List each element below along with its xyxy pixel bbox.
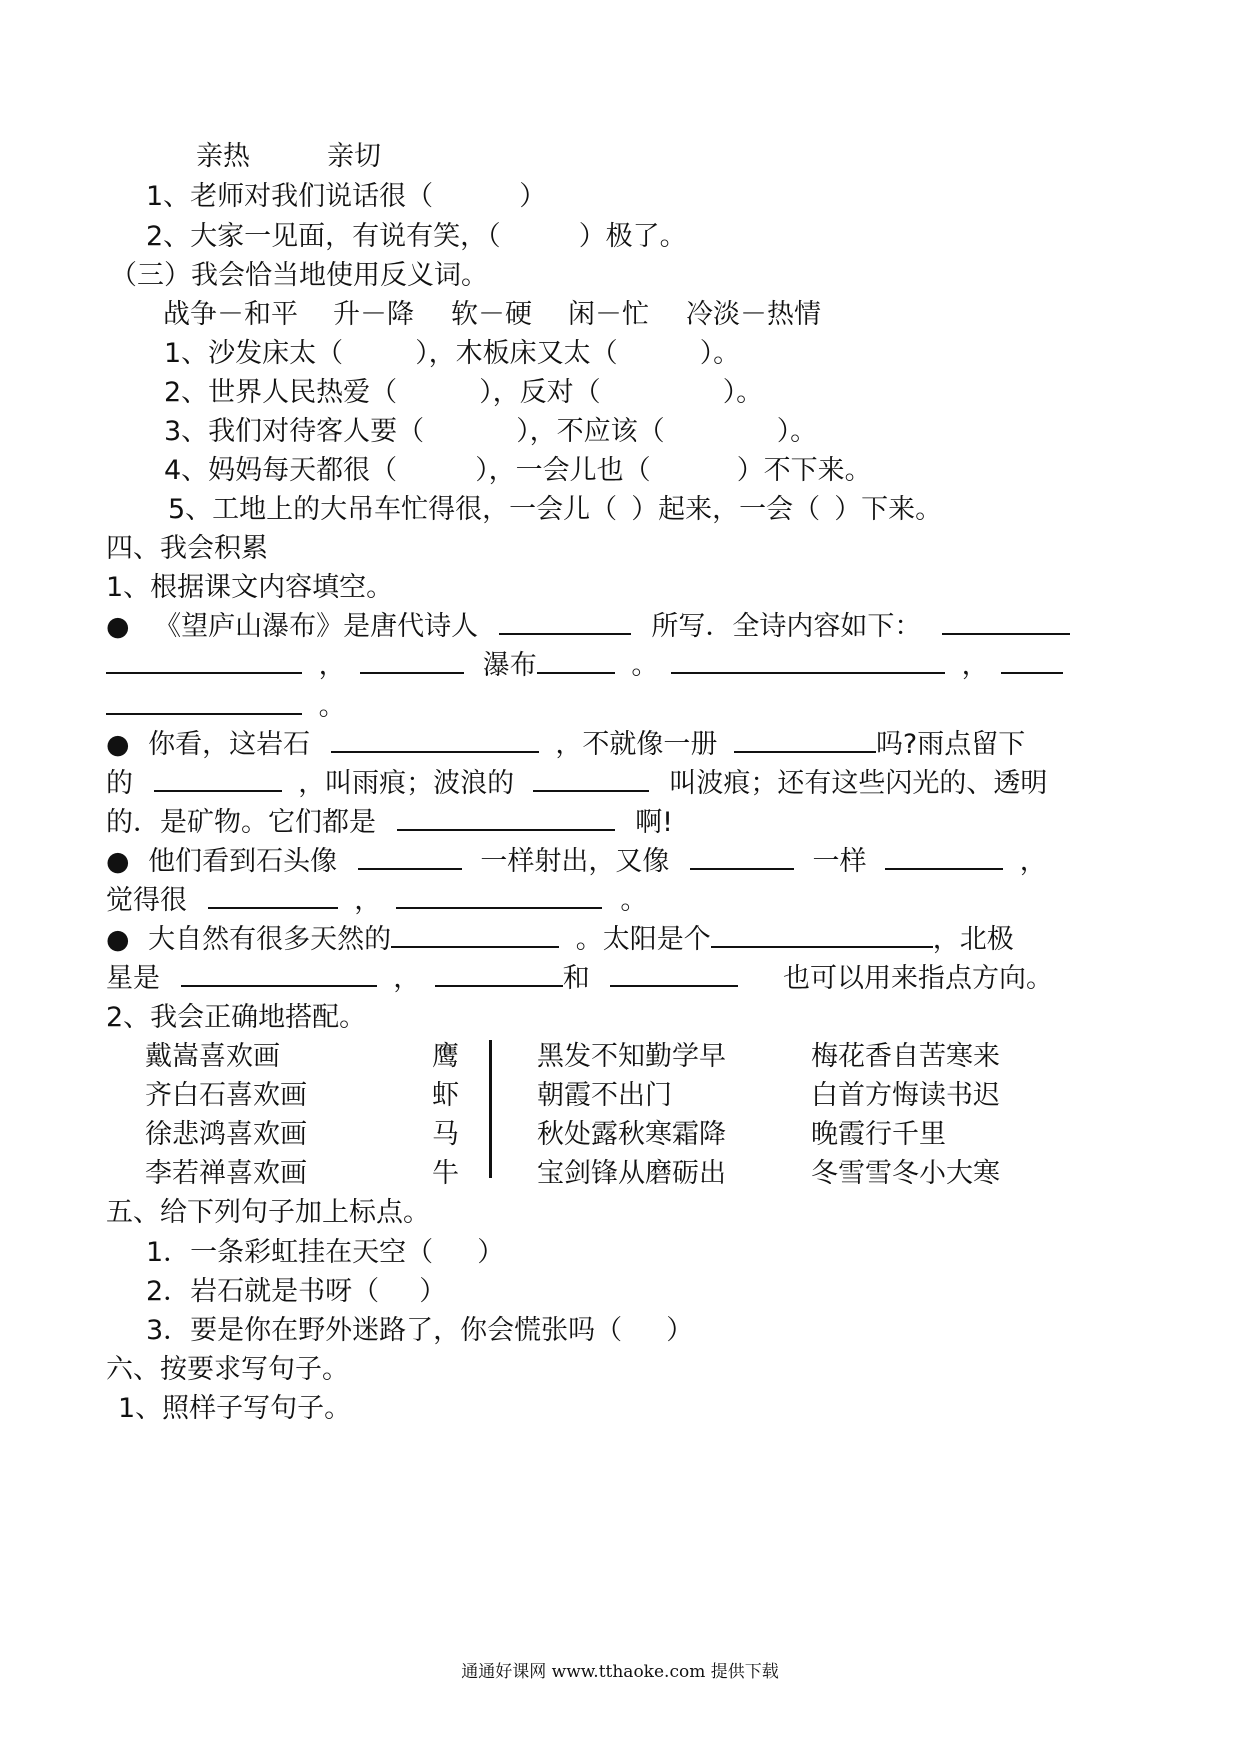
question-text: ），木板床又太（ — [415, 338, 618, 369]
match-right-item: 鹰 — [432, 1041, 459, 1072]
answer-blank[interactable] — [610, 963, 738, 987]
answer-blank[interactable] — [391, 924, 559, 948]
section-3-title: （三）我会恰当地使用反义词。 — [110, 260, 488, 291]
answer-blank[interactable] — [537, 650, 615, 674]
fill-text: ，叫雨痕；波浪的 — [298, 768, 515, 799]
question-5-2 — [146, 1274, 446, 1310]
match-right-item: 马 — [432, 1119, 459, 1150]
answer-blank[interactable] — [1001, 650, 1063, 674]
answer-blank[interactable] — [690, 846, 794, 870]
fill-line — [106, 766, 1047, 802]
answer-blank[interactable] — [885, 846, 1003, 870]
answer-blank[interactable] — [942, 611, 1070, 635]
fill-text: 星是 — [106, 963, 160, 994]
question-text: ） — [519, 181, 547, 212]
bullet: ● — [106, 924, 130, 955]
question-5-3 — [146, 1313, 693, 1349]
word-option-1: 亲热 — [196, 141, 250, 172]
fill-text: 吗?雨点留下 — [875, 729, 1026, 760]
question-text: ）。 — [776, 416, 818, 447]
match-left-item: 秋处露秋寒霜降 — [537, 1119, 726, 1150]
fill-text: 啊! — [635, 807, 674, 838]
fill-line — [106, 922, 1014, 958]
fill-text: 和 — [562, 963, 590, 994]
match-right-item: 冬雪雪冬小大寒 — [811, 1158, 1000, 1189]
question-2-1 — [146, 179, 546, 215]
answer-blank[interactable] — [360, 650, 464, 674]
question-text: ）。 — [699, 338, 741, 369]
match-left-item: 朝霞不出门 — [537, 1080, 672, 1111]
antonym-pair-4: 闲－忙 — [568, 299, 649, 330]
question-text: ），一会儿也（ — [475, 455, 651, 486]
answer-blank[interactable] — [208, 885, 338, 909]
word-option-2: 亲切 — [327, 141, 381, 172]
question-text: ），反对（ — [479, 377, 601, 408]
question-text: ）起来，一会（ — [631, 494, 821, 525]
page-footer: 通通好课网 www.tthaoke.com 提供下载 — [461, 1662, 779, 1682]
question-text: 2．岩石就是书呀（ — [146, 1276, 380, 1307]
question-text: ）极了。 — [578, 221, 687, 252]
fill-text: 《望庐山瀑布》是唐代诗人 — [154, 611, 479, 642]
fill-text: 叫波痕；还有这些闪光的、透明 — [669, 768, 1048, 799]
question-text: ），不应该（ — [516, 416, 665, 447]
fill-line — [106, 689, 346, 725]
question-text: 3．要是你在野外迷路了，你会慌张吗（ — [146, 1315, 623, 1346]
fill-text: 也可以用来指点方向。 — [782, 963, 1053, 994]
question-3-1 — [164, 336, 740, 372]
fill-text: ， — [961, 650, 989, 681]
fill-text: 所写．全诗内容如下： — [651, 611, 922, 642]
question-text: ）不下来。 — [736, 455, 872, 486]
match-right-item: 牛 — [432, 1158, 459, 1189]
fill-line — [106, 805, 673, 841]
fill-text: 大自然有很多天然的 — [148, 924, 392, 955]
answer-blank[interactable] — [397, 807, 615, 831]
question-3-2 — [164, 375, 763, 411]
match-left-item: 戴嵩喜欢画 — [145, 1041, 280, 1072]
question-text: 3、我们对待客人要（ — [164, 416, 425, 447]
answer-blank[interactable] — [711, 924, 933, 948]
question-text: ） — [666, 1315, 694, 1346]
answer-blank[interactable] — [734, 729, 876, 753]
subsection-6-1: 1、照样子写句子。 — [118, 1393, 352, 1424]
question-text: 4、妈妈每天都很（ — [164, 455, 398, 486]
section-5-title: 五、给下列句子加上标点。 — [106, 1197, 430, 1228]
question-text: 5、工地上的大吊车忙得很，一会儿（ — [168, 494, 618, 525]
fill-line — [106, 844, 1047, 880]
fill-text: 。 — [318, 691, 346, 722]
fill-line — [106, 609, 1070, 645]
fill-text: 你看，这岩石 — [148, 729, 311, 760]
answer-blank[interactable] — [358, 846, 462, 870]
match-right-item: 梅花香自苦寒来 — [811, 1041, 1000, 1072]
fill-text: ， — [1019, 846, 1047, 877]
question-text: ）。 — [722, 377, 764, 408]
fill-text: 的 — [106, 768, 133, 799]
bullet: ● — [106, 611, 130, 642]
section-6-title: 六、按要求写句子。 — [106, 1354, 349, 1385]
fill-text: 觉得很 — [106, 885, 187, 916]
question-text: 2、大家一见面，有说有笑，（ — [146, 221, 501, 252]
antonym-pair-1: 战争－和平 — [163, 299, 298, 330]
fill-line — [106, 727, 1025, 763]
fill-line — [106, 883, 647, 919]
answer-blank[interactable] — [396, 885, 602, 909]
bullet: ● — [106, 846, 130, 877]
fill-line — [106, 961, 1053, 997]
match-right-item: 晚霞行千里 — [811, 1119, 946, 1150]
question-text: 1、老师对我们说话很（ — [146, 181, 434, 212]
fill-line — [106, 648, 1063, 684]
question-5-1 — [146, 1235, 504, 1271]
question-text: 2、世界人民热爱（ — [164, 377, 398, 408]
column-divider — [489, 1040, 492, 1178]
fill-text: ， — [318, 650, 346, 681]
antonym-pair-2: 升－降 — [333, 299, 414, 330]
answer-blank[interactable] — [106, 650, 302, 674]
question-3-5 — [168, 492, 942, 528]
match-left-item: 黑发不知勤学早 — [537, 1041, 726, 1072]
fill-text: ， — [393, 963, 421, 994]
fill-text: 瀑布 — [482, 650, 537, 681]
fill-text: 一样 — [812, 846, 867, 877]
match-right-item: 白首方悔读书迟 — [811, 1080, 1000, 1111]
question-text: 1、沙发床太（ — [164, 338, 344, 369]
fill-text: ，不就像一册 — [555, 729, 718, 760]
fill-text: 。太阳是个 — [575, 924, 711, 955]
answer-blank[interactable] — [106, 691, 302, 715]
fill-text: ，北极 — [932, 924, 1014, 955]
question-text: ）下来。 — [834, 494, 943, 525]
question-text: ） — [477, 1237, 505, 1268]
answer-blank[interactable] — [181, 963, 377, 987]
answer-blank[interactable] — [499, 611, 631, 635]
answer-blank[interactable] — [331, 729, 539, 753]
bullet: ● — [106, 729, 130, 760]
answer-blank[interactable] — [671, 650, 945, 674]
fill-text: 一样射出，又像 — [480, 846, 670, 877]
fill-text: 他们看到石头像 — [148, 846, 338, 877]
match-left-item: 李若禅喜欢画 — [145, 1158, 307, 1189]
question-text: ） — [419, 1276, 447, 1307]
match-right-item: 虾 — [432, 1080, 459, 1111]
match-left-item: 齐白石喜欢画 — [145, 1080, 307, 1111]
fill-text: 的．是矿物。它们都是 — [106, 807, 376, 838]
antonym-pair-3: 软－硬 — [451, 299, 532, 330]
question-text: 1．一条彩虹挂在天空（ — [146, 1237, 434, 1268]
antonym-pair-5: 冷淡－热情 — [686, 299, 821, 330]
match-left-item: 宝剑锋从磨砺出 — [537, 1158, 726, 1189]
question-3-3 — [164, 414, 817, 450]
answer-blank[interactable] — [533, 768, 649, 792]
match-left-item: 徐悲鸿喜欢画 — [145, 1119, 307, 1150]
subsection-4-2: 2、我会正确地搭配。 — [106, 1002, 367, 1033]
fill-text: ， — [354, 885, 382, 916]
subsection-4-1: 1、根据课文内容填空。 — [106, 572, 394, 603]
section-4-title: 四、我会积累 — [106, 533, 268, 564]
answer-blank[interactable] — [154, 768, 282, 792]
question-2-2 — [146, 219, 687, 255]
fill-text: 。 — [631, 650, 659, 681]
fill-text: 。 — [620, 885, 648, 916]
answer-blank[interactable] — [435, 963, 563, 987]
question-3-4 — [164, 453, 872, 489]
